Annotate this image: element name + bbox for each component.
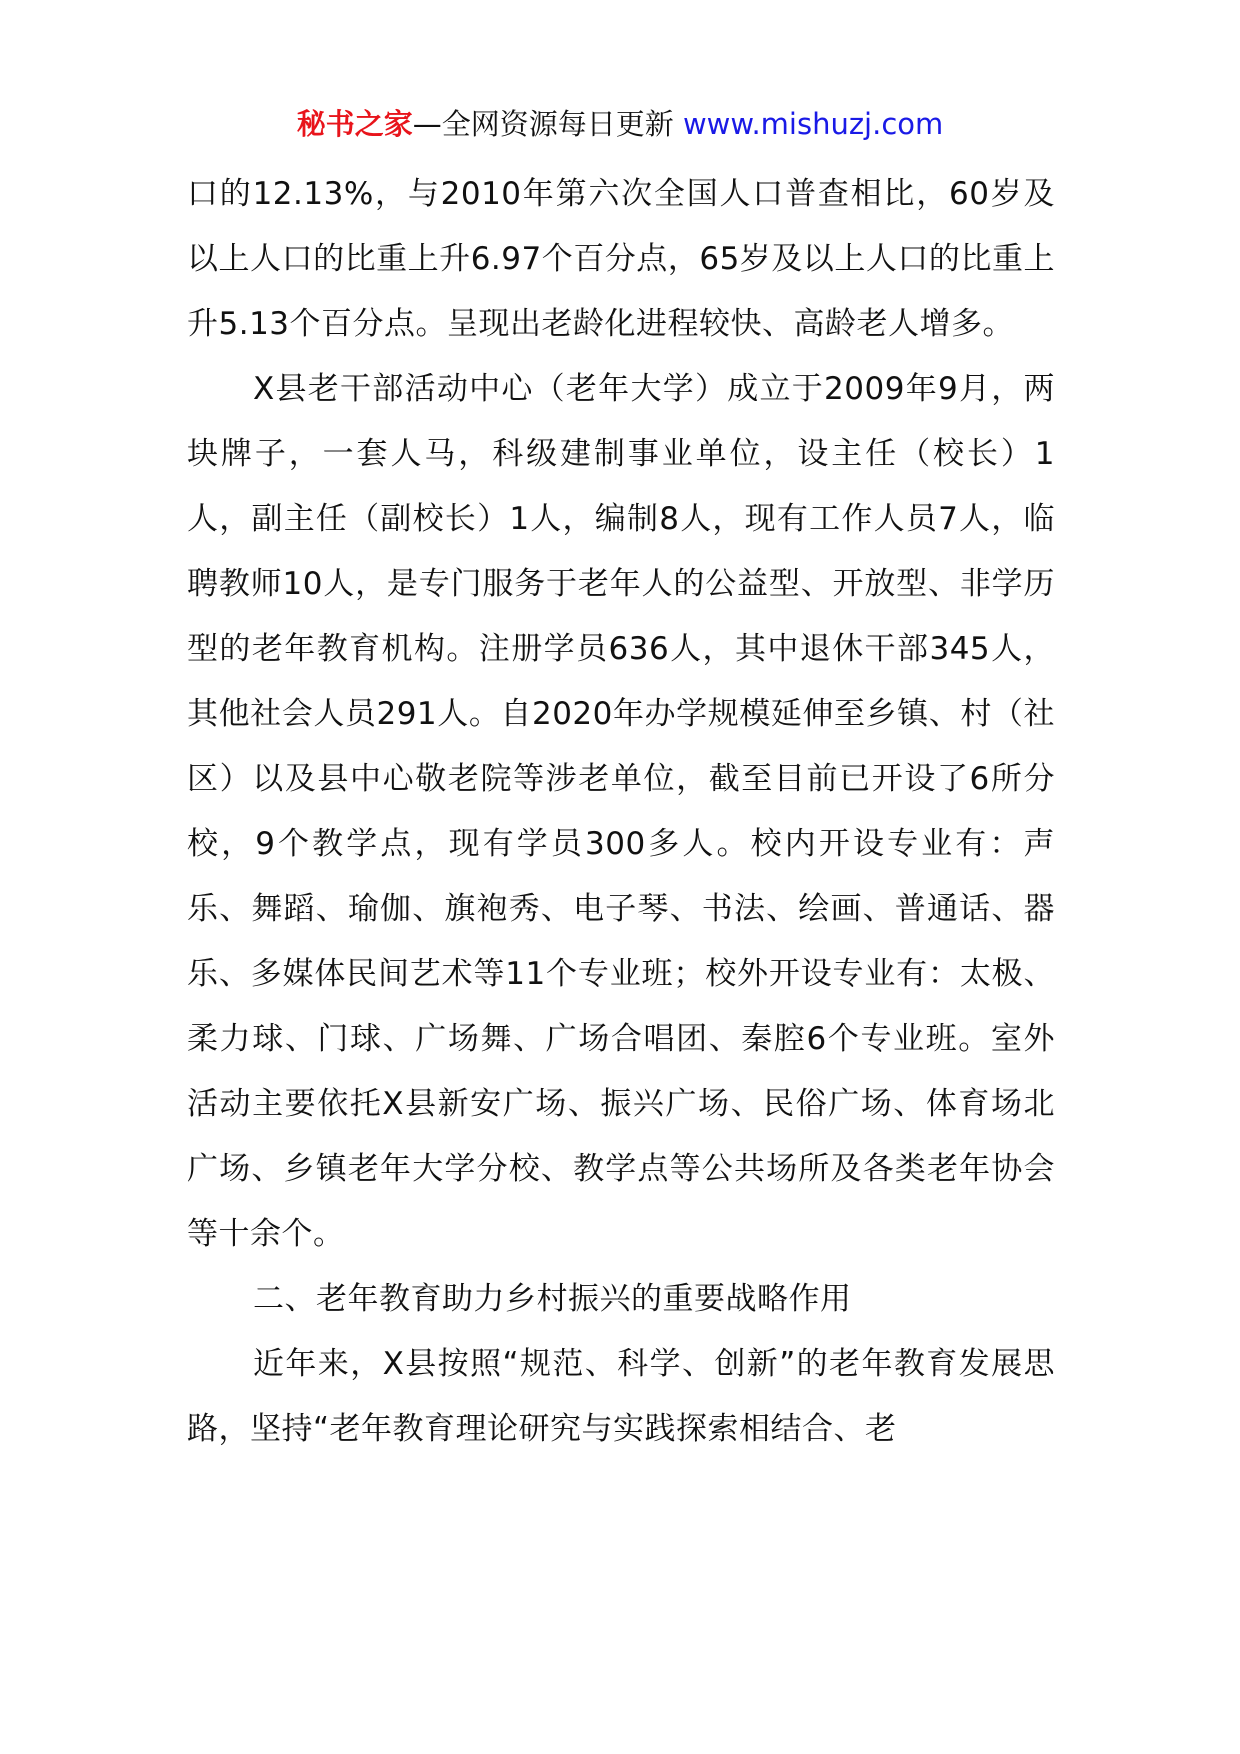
brand-name: 秘书之家 bbox=[296, 107, 413, 141]
site-url-link[interactable]: www.mishuzj.com bbox=[682, 107, 944, 141]
document-body bbox=[187, 162, 1055, 1462]
section-heading: 二、老年教育助力乡村振兴的重要战略作用 bbox=[253, 1281, 852, 1317]
paragraph-continued: 口的12.13%，与2010年第六次全国人口普查相比，60岁及以上人口的比重上升6.97个百分点，65岁及以上人口的比重上升5.13个百分点。呈现出老龄化进程较快、高龄老人增多。 bbox=[187, 176, 1055, 342]
paragraph-center-intro: X县老干部活动中心（老年大学）成立于2009年9月，两块牌子，一套人马，科级建制事业单位，设主任（校长）1人，副主任（副校长）1人，编制8人，现有工作人员7人，临聘教师10人，是专门服务于老年人的公益型、开放型、非学历型的老年教育机构。注册学员636人，其中退休干部345人，其他社会人员291人。自2020年办学规模延伸至乡镇、村（社区）以及县中心敬老院等涉老单位，截至目前已开设了6所分校，9个教学点，现有学员300多人。校内开设专业有：声乐、舞蹈、瑜伽、旗袍秀、电子琴、书法、绘画、普通话、器乐、多媒体民间艺术等11个专业班；校外开设专业有：太极、柔力球、门球、广场舞、广场合唱团、秦腔6个专业班。室外活动主要依托X县新安广场、振兴广场、民俗广场、体育场北广场、乡镇老年大学分校、教学点等公共场所及各类老年协会等十余个。 bbox=[187, 371, 1055, 1252]
site-header bbox=[0, 104, 1240, 144]
paragraph-recent-years: 近年来，X县按照“规范、科学、创新”的老年教育发展思路，坚持“老年教育理论研究与实践探索相结合、老 bbox=[187, 1346, 1055, 1447]
header-tagline: —全网资源每日更新 bbox=[412, 107, 683, 141]
